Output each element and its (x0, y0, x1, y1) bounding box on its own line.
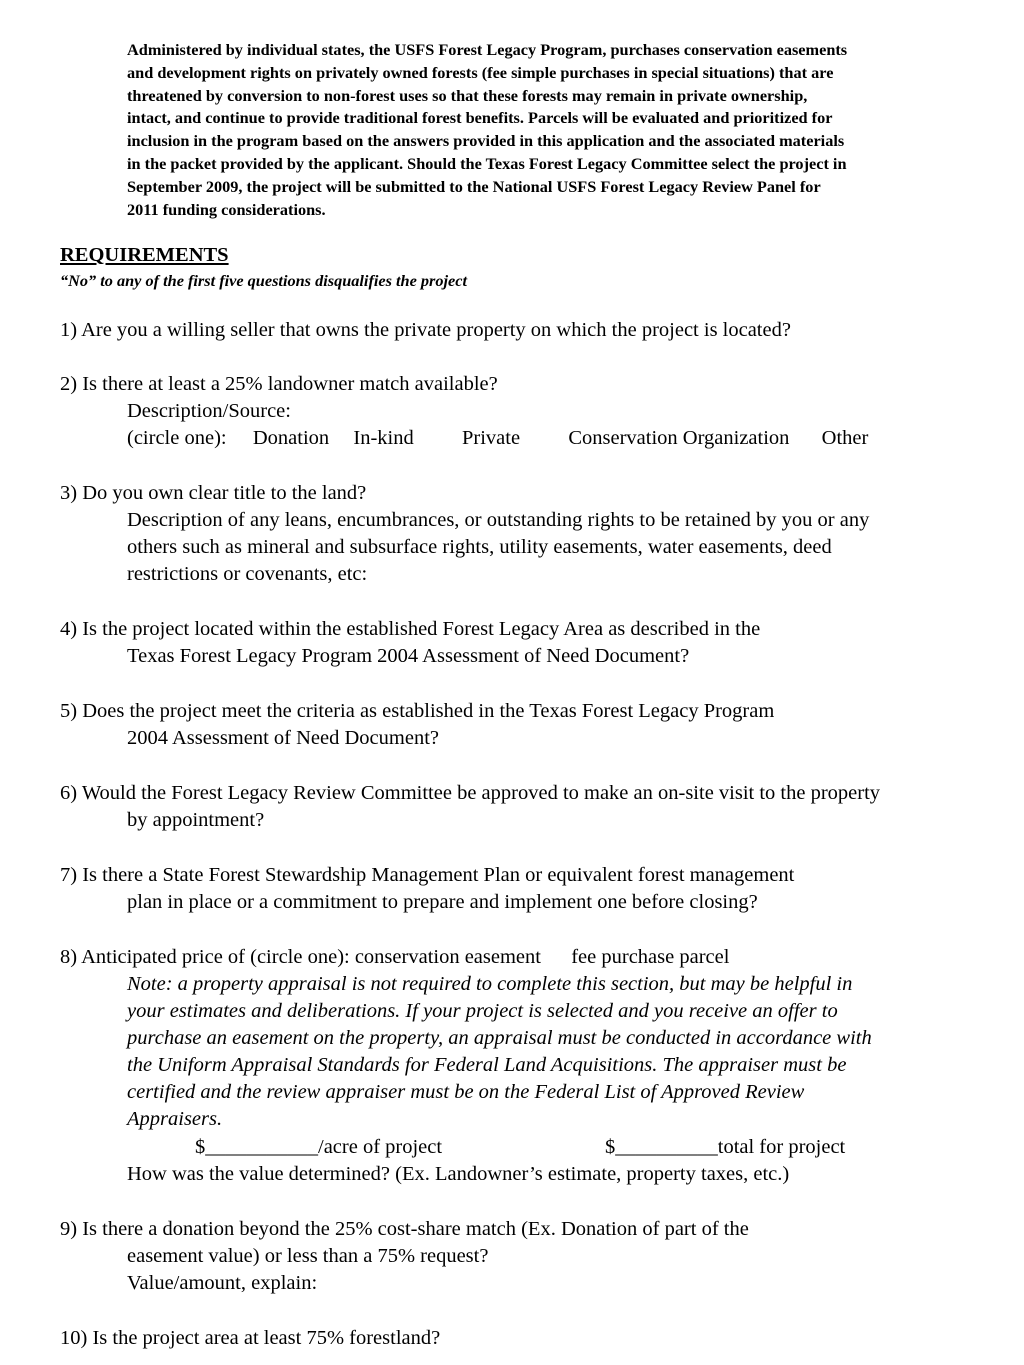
question-9-value-explain: Value/amount, explain: (127, 1272, 318, 1294)
question-4-continued: Texas Forest Legacy Program 2004 Assessment of Need Document? (127, 645, 690, 667)
question-6: 6) Would the Forest Legacy Review Committee be approved to make an on-site visit to the property (60, 782, 881, 804)
question-8-note-line: the Uniform Appraisal Standards for Federal Land Acquisitions. The appraiser must be (127, 1054, 847, 1076)
question-3: 3) Do you own clear title to the land? (60, 482, 367, 504)
intro-line: inclusion in the program based on the answers provided in this application and the associated materials (127, 131, 845, 151)
question-9-continued: easement value) or less than a 75% request? (127, 1245, 489, 1267)
question-2-options (127, 425, 868, 452)
requirements-heading: REQUIREMENTS (60, 244, 229, 266)
price-per-acre-field[interactable]: $___________/acre of project (195, 1136, 443, 1158)
question-3-detail-line: Description of any leans, encumbrances, or outstanding rights to be retained by you or any (127, 509, 870, 531)
intro-line: September 2009, the project will be submitted to the National USFS Forest Legacy Review Panel for (127, 176, 821, 196)
question-6-continued: by appointment? (127, 809, 265, 831)
question-3-detail-line: others such as mineral and subsurface rights, utility easements, water easements, deed (127, 536, 832, 558)
intro-line: and development rights on privately owned forests (fee simple purchases in special situations) that are (127, 62, 834, 82)
intro-line: threatened by conversion to non-forest uses so that these forests may remain in private ownership, (127, 85, 808, 105)
option-fee-purchase-parcel: fee purchase parcel (571, 946, 730, 968)
question-4: 4) Is the project located within the established Forest Legacy Area as described in the (60, 618, 761, 640)
question-7-continued: plan in place or a commitment to prepare and implement one before closing? (127, 891, 758, 913)
question-8-value-method: How was the value determined? (Ex. Landowner’s estimate, property taxes, etc.) (127, 1163, 790, 1185)
question-2: 2) Is there at least a 25% landowner match available? (60, 373, 498, 395)
option-private: Private (462, 427, 521, 449)
question-5-continued: 2004 Assessment of Need Document? (127, 727, 439, 749)
question-3-detail-line: restrictions or covenants, etc: (127, 563, 368, 585)
question-8-note-line: your estimates and deliberations. If your project is selected and you receive an offer to (127, 1000, 838, 1022)
question-8-note-line: Appraisers. (127, 1108, 223, 1130)
option-other: Other (821, 427, 869, 449)
intro-line: intact, and continue to provide traditional forest benefits. Parcels will be evaluated and prioritized for (127, 108, 833, 128)
question-2-description: Description/Source: (127, 400, 291, 422)
option-donation: Donation (252, 427, 330, 449)
option-conservation-organization: Conservation Organization (568, 427, 790, 449)
price-total-field[interactable]: $__________total for project (605, 1136, 846, 1158)
question-8-note-line: purchase an easement on the property, an appraisal must be conducted in accordance with (127, 1027, 872, 1049)
question-1: 1) Are you a willing seller that owns the private property on which the project is located? (60, 319, 791, 341)
question-8-text: 8) Anticipated price of (circle one): conservation easement (60, 946, 541, 968)
requirements-note: “No” to any of the first five questions disqualifies the project (60, 271, 468, 290)
question-8 (60, 944, 729, 971)
question-7: 7) Is there a State Forest Stewardship Management Plan or equivalent forest management (60, 864, 795, 886)
intro-paragraph (127, 39, 977, 221)
question-10: 10) Is the project area at least 75% forestland? (60, 1327, 441, 1349)
question-5: 5) Does the project meet the criteria as established in the Texas Forest Legacy Program (60, 700, 775, 722)
intro-line: 2011 funding considerations. (127, 199, 326, 219)
intro-line: in the packet provided by the applicant. Should the Texas Forest Legacy Committee select the project in (127, 153, 847, 173)
question-8-note-line: certified and the review appraiser must be on the Federal List of Approved Review (127, 1081, 805, 1103)
intro-line: Administered by individual states, the USFS Forest Legacy Program, purchases conservation easements (127, 40, 848, 59)
question-8-note-line: Note: a property appraisal is not required to complete this section, but may be helpful in (127, 973, 853, 995)
question-9: 9) Is there a donation beyond the 25% cost-share match (Ex. Donation of part of the (60, 1218, 749, 1240)
option-in-kind: In-kind (353, 427, 414, 449)
circle-one-label: (circle one): (127, 427, 227, 449)
